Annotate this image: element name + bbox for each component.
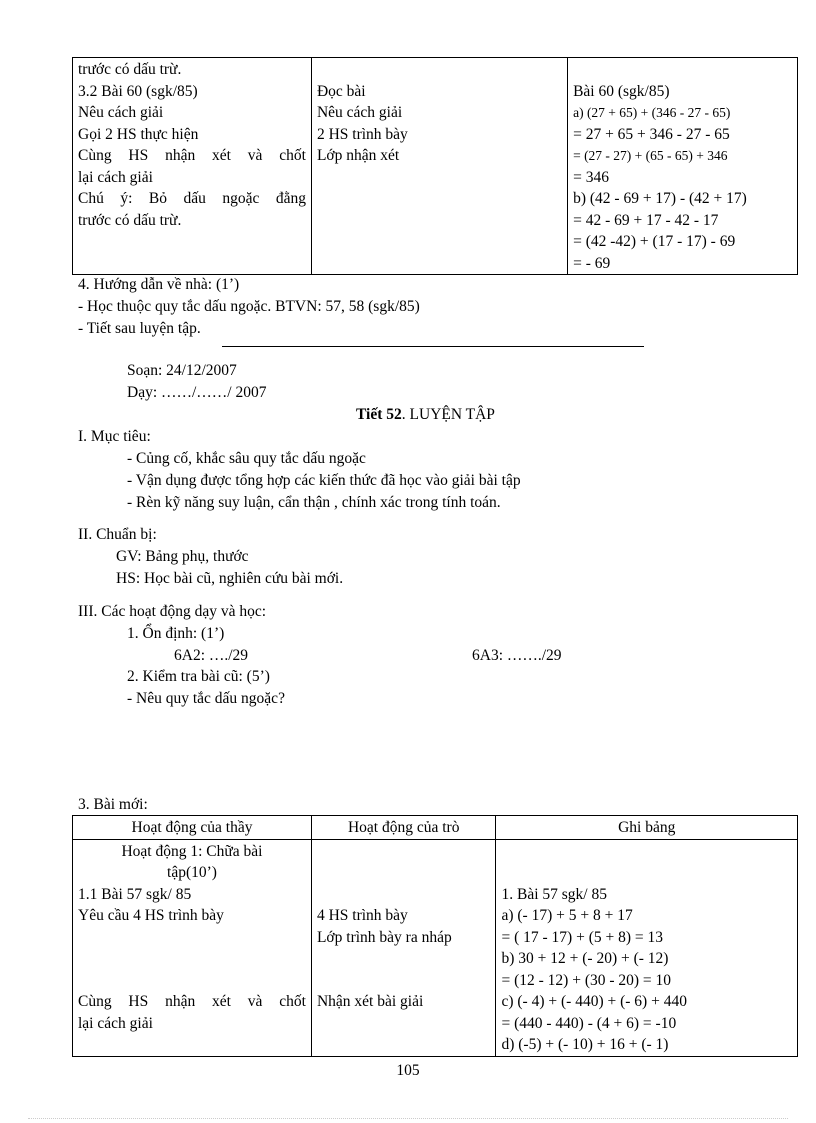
homework-line-1: - Học thuộc quy tắc dấu ngoặc. BTVN: 57, 58 (sgk/85) bbox=[78, 298, 420, 315]
table1-col3-line: b) (42 - 69 + 17) - (42 + 17) bbox=[573, 190, 747, 207]
table1-col2-line: 2 HS trình bày bbox=[316, 125, 408, 143]
table1-teacher-cell bbox=[73, 58, 312, 275]
table1-col1-line: Chú ý: Bỏ dấu ngoặc đằng bbox=[78, 190, 306, 207]
table2-col3-line: d) (-5) + (- 10) + 16 + (- 1) bbox=[501, 1036, 669, 1053]
table1-col3-line: = (42 -42) + (17 - 17) - 69 bbox=[573, 233, 736, 250]
activity-heading: tập(10’) bbox=[167, 864, 217, 881]
table2-board-cell bbox=[496, 839, 798, 1056]
homework-title: 4. Hướng dẫn về nhà: (1’) bbox=[78, 276, 240, 293]
table1-col1-line: trước có dấu trừ. bbox=[78, 61, 182, 78]
class-6a2-attendance: 6A2: …./29 bbox=[174, 647, 249, 664]
check-question: - Nêu quy tắc dấu ngoặc? bbox=[127, 690, 285, 707]
table2-col3-line: = (440 - 440) - (4 + 6) = -10 bbox=[501, 1014, 677, 1032]
objective-item: - Rèn kỹ năng suy luận, cẩn thận , chính xác trong tính toán. bbox=[127, 494, 501, 511]
table1-col1-line: Gọi 2 HS thực hiện bbox=[78, 125, 199, 143]
table2-col1-line: lại cách giải bbox=[78, 1014, 153, 1032]
table1-col3-line: = - 69 bbox=[573, 254, 611, 272]
table2-col1-line: 1.1 Bài 57 sgk/ 85 bbox=[78, 885, 192, 903]
preparation-teacher: GV: Bảng phụ, thước bbox=[116, 548, 249, 565]
table1-col2-line: Đọc bài bbox=[316, 82, 366, 100]
table1-col3-line: a) (27 + 65) + (346 - 27 - 65) bbox=[573, 105, 731, 120]
table2-col3-line: a) (- 17) + 5 + 8 + 17 bbox=[501, 907, 633, 924]
table1-col1-line: Cùng HS nhận xét và chốt bbox=[78, 147, 306, 164]
table1-col2-line: Nêu cách giải bbox=[316, 104, 403, 121]
lesson-title-bold: Tiết 52 bbox=[356, 406, 402, 423]
table1-col3-line: = 346 bbox=[573, 168, 609, 186]
class-6a3-attendance: 6A3: ……./29 bbox=[472, 647, 562, 664]
header-student: Hoạt động của trò bbox=[311, 816, 496, 840]
table2-col2-line: Lớp trình bày ra nháp bbox=[316, 928, 452, 946]
table2-col2-line: 4 HS trình bày bbox=[316, 907, 408, 924]
lesson-title bbox=[356, 404, 495, 426]
table1-student-cell bbox=[311, 58, 567, 275]
footer-dotted-rule bbox=[28, 1118, 788, 1119]
table1-col1-line: 3.2 Bài 60 (sgk/85) bbox=[78, 82, 198, 100]
header-teacher: Hoạt động của thầy bbox=[73, 816, 312, 840]
table1-board-cell bbox=[568, 58, 798, 275]
activity-heading: Hoạt động 1: Chữa bài bbox=[121, 842, 263, 860]
table2-col3-line: 1. Bài 57 sgk/ 85 bbox=[501, 885, 607, 903]
lesson-table-2 bbox=[72, 815, 798, 1057]
preparation-student: HS: Học bài cũ, nghiên cứu bài mới. bbox=[116, 570, 344, 587]
homework-line-2: - Tiết sau luyện tập. bbox=[78, 320, 201, 337]
table1-col3-line: = 27 + 65 + 346 - 27 - 65 bbox=[573, 125, 730, 143]
page-number: 105 bbox=[396, 1062, 420, 1079]
table1-col1-line: trước có dấu trừ. bbox=[78, 211, 182, 229]
separator-rule bbox=[222, 346, 644, 347]
table2-col1-line: Cùng HS nhận xét và chốt bbox=[78, 993, 306, 1010]
date-prepared: Soạn: 24/12/2007 bbox=[127, 362, 237, 379]
table2-teacher-cell bbox=[73, 839, 312, 1056]
date-taught: Dạy: ……/……/ 2007 bbox=[127, 384, 267, 401]
header-board: Ghi bảng bbox=[496, 816, 798, 840]
table1-col3-line: Bài 60 (sgk/85) bbox=[573, 82, 670, 100]
new-lesson-title: 3. Bài mới: bbox=[78, 796, 148, 813]
table1-col1-line: lại cách giải bbox=[78, 168, 153, 186]
table1-col3-line: = (27 - 27) + (65 - 65) + 346 bbox=[573, 148, 728, 163]
activities-title: III. Các hoạt động dạy và học: bbox=[78, 603, 267, 620]
objective-item: - Củng cố, khắc sâu quy tắc dấu ngoặc bbox=[127, 450, 366, 467]
preparation-title: II. Chuẩn bị: bbox=[78, 526, 157, 543]
table2-col3-line: c) (- 4) + (- 440) + (- 6) + 440 bbox=[501, 993, 687, 1010]
table2-col3-line: b) 30 + 12 + (- 20) + (- 12) bbox=[501, 950, 669, 967]
objective-item: - Vận dụng được tổng hợp các kiến thức đã học vào giải bài tập bbox=[127, 472, 521, 489]
table2-col3-line: = ( 17 - 17) + (5 + 8) = 13 bbox=[501, 928, 664, 946]
table2-col3-line: = (12 - 12) + (30 - 20) = 10 bbox=[501, 971, 672, 989]
table2-student-cell bbox=[311, 839, 496, 1056]
lesson-title-rest: . LUYỆN TẬP bbox=[401, 406, 495, 423]
table2-col1-line: Yêu cầu 4 HS trình bày bbox=[78, 907, 224, 924]
objectives-title: I. Mục tiêu: bbox=[78, 428, 151, 445]
table1-col1-line: Nêu cách giải bbox=[78, 104, 164, 121]
lesson-table-1 bbox=[72, 57, 798, 275]
table1-col2-line: Lớp nhận xét bbox=[316, 147, 400, 164]
table2-col2-line: Nhận xét bài giải bbox=[316, 993, 424, 1010]
stabilize-item: 1. Ổn định: (1’) bbox=[127, 625, 225, 642]
old-lesson-check: 2. Kiểm tra bài cũ: (5’) bbox=[127, 668, 270, 685]
table1-col3-line: = 42 - 69 + 17 - 42 - 17 bbox=[573, 211, 719, 229]
